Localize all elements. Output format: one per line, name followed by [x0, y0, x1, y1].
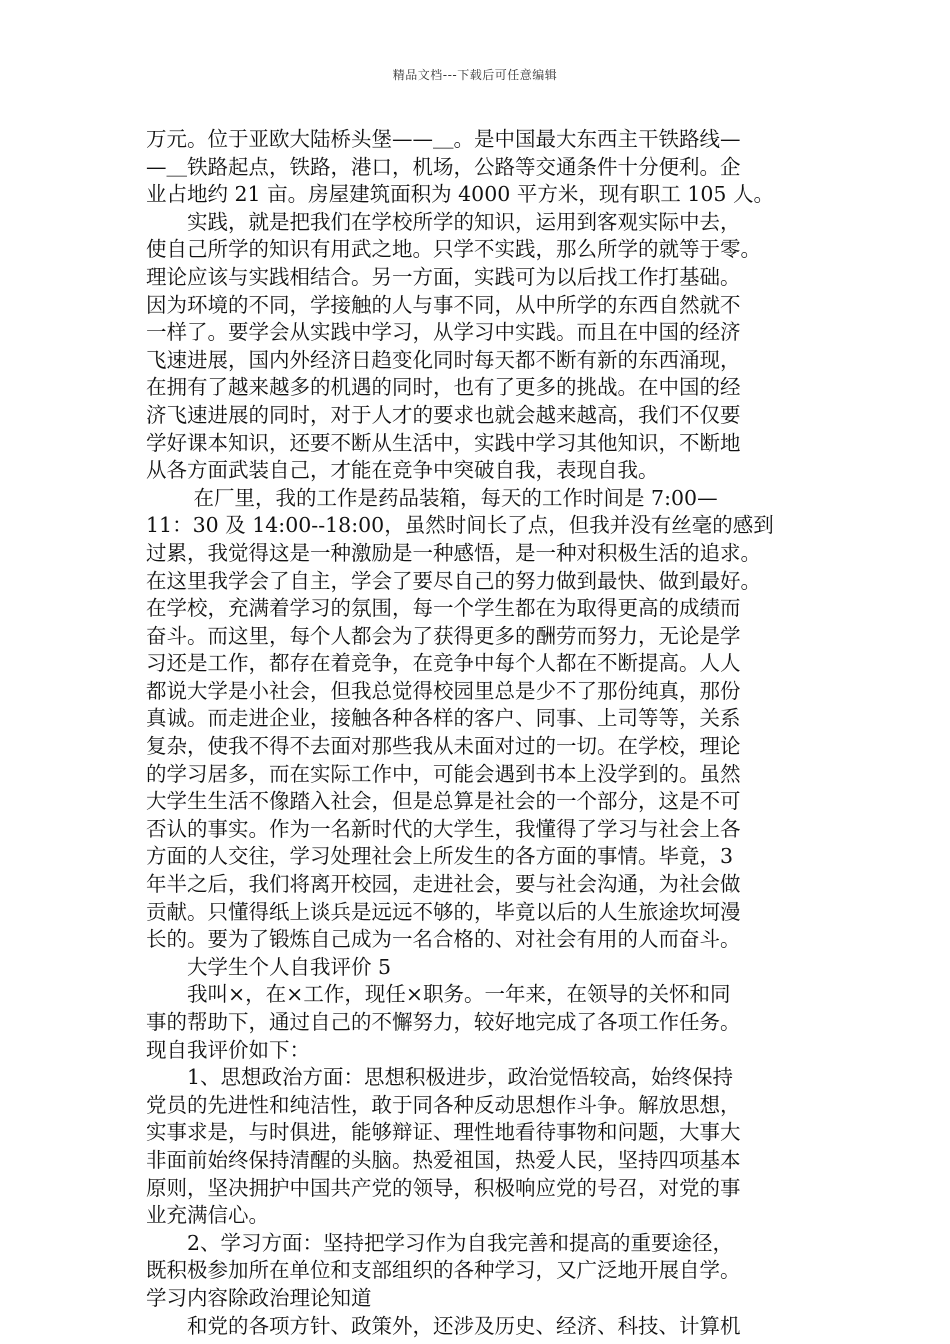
text-line: 非面前始终保持清醒的头脑。热爱祖国，热爱人民，坚持四项基本: [146, 1147, 741, 1172]
text-line: 复杂，使我不得不去面对那些我从未面对过的一切。在学校，理论: [146, 734, 741, 759]
text-line: 在这里我学会了自主，学会了要尽自己的努力做到最快、做到最好。: [146, 568, 761, 593]
text-line: 贡献。只懂得纸上谈兵是远远不够的，毕竟以后的人生旅途坎坷漫: [146, 899, 741, 924]
text-line: 在厂里，我的工作是药品装箱，每天的工作时间是 7:00—: [146, 485, 718, 510]
text-line: 济飞速进展的同时，对于人才的要求也就会越来越高，我们不仅要: [146, 402, 741, 427]
text-line: 既积极参加所在单位和支部组织的各种学习，又广泛地开展自学。: [146, 1258, 741, 1283]
text-line: 我叫×，在×工作，现任×职务。一年来，在领导的关怀和同: [146, 982, 731, 1007]
text-line: 因为环境的不同，学接触的人与事不同，从中所学的东西自然就不: [146, 292, 741, 317]
text-line: 一样了。要学会从实践中学习，从学习中实践。而且在中国的经济: [146, 320, 741, 345]
text-line: 方面的人交往，学习处理社会上所发生的各方面的事情。毕竟，3: [146, 844, 734, 869]
text-line: 2、学习方面：坚持把学习作为自我完善和提高的重要途径，: [146, 1230, 734, 1255]
text-line: 过累，我觉得这是一种激励是一种感悟，是一种对积极生活的追求。: [146, 540, 761, 565]
text-line: 习还是工作，都存在着竞争，在竞争中每个人都在不断提高。人人: [146, 651, 741, 676]
text-line: 否认的事实。作为一名新时代的大学生，我懂得了学习与社会上各: [146, 816, 741, 841]
text-line: —＿铁路起点，铁路，港口，机场，公路等交通条件十分便利。企: [146, 154, 741, 179]
text-line: 党员的先进性和纯洁性，敢于同各种反动思想作斗争。解放思想，: [146, 1092, 741, 1117]
text-line: 从各方面武装自己，才能在竞争中突破自我，表现自我。: [146, 458, 659, 483]
text-line: 现自我评价如下：: [146, 1037, 310, 1062]
text-line: 大学生个人自我评价 5: [146, 954, 392, 979]
text-line: 在学校，充满着学习的氛围，每一个学生都在为取得更高的成绩而: [146, 596, 741, 621]
body-text: [146, 126, 816, 1340]
text-line: 奋斗。而这里，每个人都会为了获得更多的酬劳而努力，无论是学: [146, 623, 741, 648]
text-line: 学习内容除政治理论知道: [146, 1285, 372, 1310]
text-line: 和党的各项方针、政策外，还涉及历史、经济、科技、计算机: [146, 1313, 741, 1338]
text-line: 使自己所学的知识有用武之地。只学不实践，那么所学的就等于零。: [146, 237, 761, 262]
page-header: 精品文档---下载后可任意编辑: [392, 68, 558, 82]
text-line: 原则，坚决拥护中国共产党的领导，积极响应党的号召，对党的事: [146, 1175, 741, 1200]
text-line: 长的。要为了锻炼自己成为一名合格的、对社会有用的人而奋斗。: [146, 927, 741, 952]
text-line: 学好课本知识，还要不断从生活中，实践中学习其他知识，不断地: [146, 430, 741, 455]
text-line: 1、思想政治方面：思想积极进步，政治觉悟较高，始终保持: [146, 1065, 734, 1090]
text-line: 的学习居多，而在实际工作中，可能会遇到书本上没学到的。虽然: [146, 761, 741, 786]
text-line: 在拥有了越来越多的机遇的同时，也有了更多的挑战。在中国的经: [146, 375, 741, 400]
text-line: 飞速进展，国内外经济日趋变化同时每天都不断有新的东西涌现，: [146, 347, 741, 372]
text-line: 实践，就是把我们在学校所学的知识，运用到客观实际中去，: [146, 209, 741, 234]
text-line: 都说大学是小社会，但我总觉得校园里总是少不了那份纯真，那份: [146, 678, 741, 703]
text-line: 真诚。而走进企业，接触各种各样的客户、同事、上司等等，关系: [146, 706, 741, 731]
text-line: 11：30 及 14:00--18:00，虽然时间长了点，但我并没有丝毫的感到: [146, 513, 774, 538]
text-line: 业充满信心。: [146, 1203, 269, 1228]
text-line: 事的帮助下，通过自己的不懈努力，较好地完成了各项工作任务。: [146, 1010, 741, 1034]
text-line: 大学生生活不像踏入社会，但是总算是社会的一个部分，这是不可: [146, 789, 741, 814]
text-line: 年半之后，我们将离开校园，走进社会，要与社会沟通，为社会做: [146, 872, 741, 897]
text-line: 理论应该与实践相结合。另一方面，实践可为以后找工作打基础。: [146, 264, 741, 289]
text-line: 实事求是，与时俱进，能够辩证、理性地看待事物和问题，大事大: [146, 1120, 741, 1145]
text-line: 业占地约 21 亩。房屋建筑面积为 4000 平方米，现有职工 105 人。: [146, 182, 774, 207]
text-line: 万元。位于亚欧大陆桥头堡——＿。是中国最大东西主干铁路线—: [146, 127, 741, 151]
